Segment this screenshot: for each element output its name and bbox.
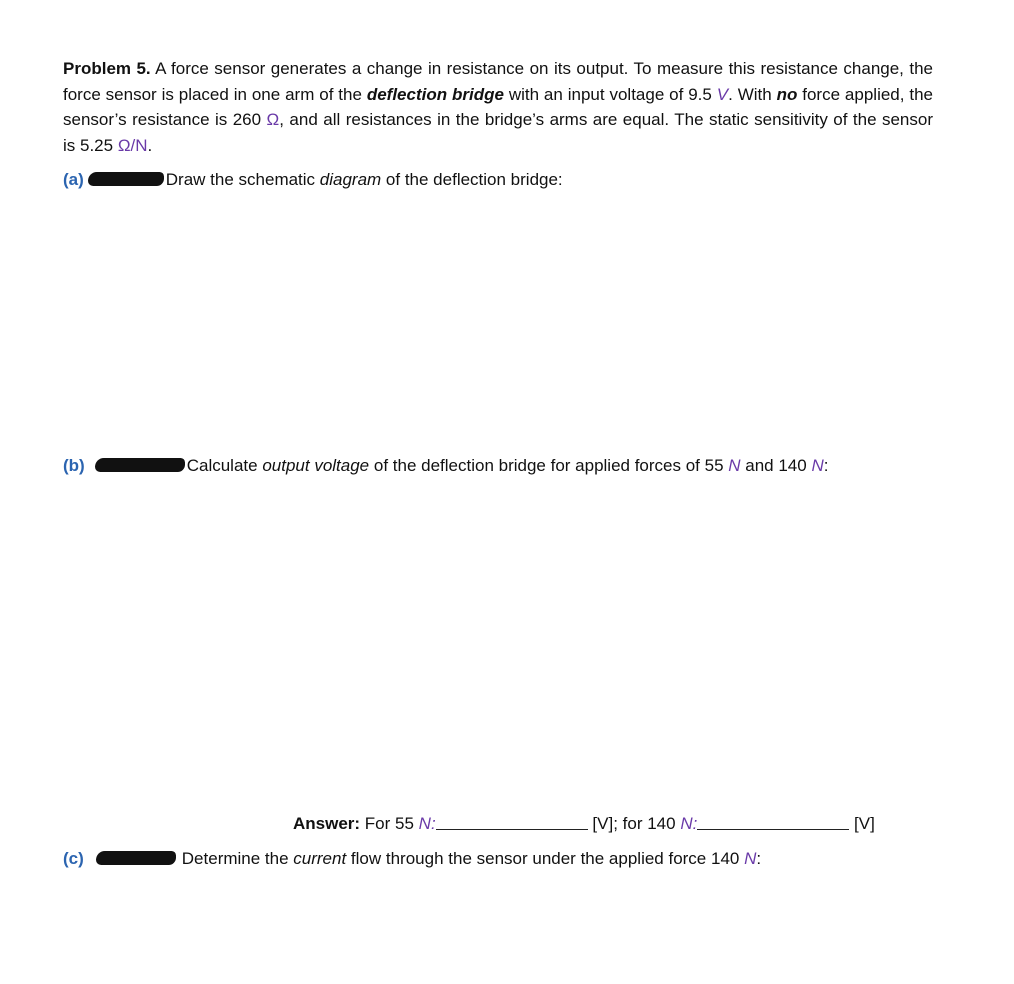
answer-mid: ; for 140 — [613, 814, 681, 833]
part-a-question — [63, 169, 563, 191]
answer-unit-v2: [V] — [854, 814, 875, 833]
diagram-term: diagram — [319, 170, 382, 189]
part-b-label: (b) — [63, 456, 85, 475]
answer-unit-v1: [V] — [592, 814, 614, 833]
answer-for-55: For 55 — [360, 814, 419, 833]
problem-text-6: . — [147, 135, 153, 155]
unit-ohm: Ω — [266, 110, 280, 129]
part-b-text-3: and 140 — [740, 456, 812, 475]
problem-text-2: with an input voltage of 9.5 — [503, 84, 717, 104]
unit-newton-1: N — [728, 456, 741, 475]
part-c-text-3: : — [756, 849, 762, 868]
deflection-bridge-term: deflection bridge — [366, 84, 504, 104]
current-term: current — [293, 849, 347, 868]
answer-unit-n1: N: — [418, 814, 436, 833]
unit-volt: V — [716, 84, 729, 104]
part-c-label: (c) — [63, 849, 84, 868]
redacted-points-b — [95, 458, 185, 472]
part-c-question — [63, 848, 761, 870]
output-voltage-term: output voltage — [262, 456, 370, 475]
part-b-question — [63, 455, 828, 477]
part-c-text-1: Determine the — [181, 849, 294, 868]
problem-text-4: force applied, the sensor’s resistance is 260 — [63, 84, 933, 129]
unit-sensitivity: Ω/N — [117, 135, 148, 155]
no-term: no — [776, 84, 798, 104]
answer-label: Answer: — [293, 814, 361, 833]
part-b-text-2: of the deflection bridge for applied forces of 55 — [369, 456, 729, 475]
problem-statement — [63, 56, 933, 158]
problem-text-3: . With — [728, 84, 777, 104]
answer-unit-n2: N: — [680, 814, 698, 833]
redacted-points-a — [88, 172, 164, 186]
part-a-label: (a) — [63, 170, 84, 189]
unit-newton-2: N — [811, 456, 824, 475]
problem-text-5: , and all resistances in the bridge’s arms are equal. The static sensitivity of the sensor is 5.25 — [63, 110, 933, 155]
problem-heading: Problem 5. — [63, 59, 151, 78]
answer-blank-140[interactable] — [697, 815, 849, 830]
problem-text-1: A force sensor generates a change in resistance on its output. To measure this resistance change, the force sensor is placed in one arm of the — [63, 59, 933, 104]
answer-blank-55[interactable] — [436, 815, 588, 830]
part-c-text-2: flow through the sensor under the applied force 140 — [346, 849, 745, 868]
part-a-text-1: Draw the schematic — [165, 170, 320, 189]
answer-line — [293, 813, 875, 835]
redacted-points-c — [96, 851, 176, 865]
part-b-text-4: : — [823, 456, 829, 475]
part-b-text-1: Calculate — [186, 456, 263, 475]
part-a-text-2: of the deflection bridge: — [381, 170, 563, 189]
unit-newton-c: N — [744, 849, 757, 868]
